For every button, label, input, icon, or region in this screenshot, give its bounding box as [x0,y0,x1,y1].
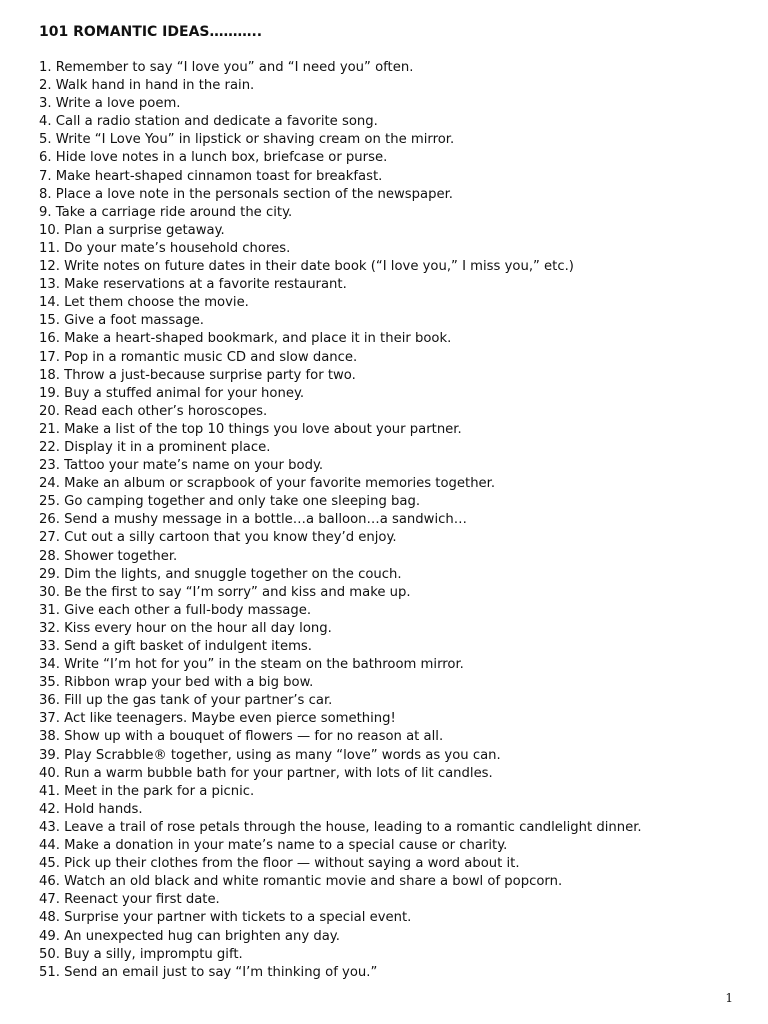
list-item: 7. Make heart-shaped cinnamon toast for breakfast. [39,168,383,184]
list-item: 25. Go camping together and only take one sleeping bag. [39,494,421,510]
list-item: 22. Display it in a prominent place. [39,439,271,455]
list-item: 35. Ribbon wrap your bed with a big bow. [39,675,314,691]
list-item: 34. Write “I’m hot for you” in the steam on the bathroom mirror. [39,657,464,673]
list-item: 6. Hide love notes in a lunch box, briefcase or purse. [39,150,388,166]
page-title: 101 ROMANTIC IDEAS……….. [39,24,263,40]
list-item: 15. Give a foot massage. [39,313,204,329]
list-item: 11. Do your mate’s household chores. [39,240,291,256]
list-item: 46. Watch an old black and white romantic movie and share a bowl of popcorn. [39,874,563,890]
list-item: 13. Make reservations at a favorite restaurant. [39,277,347,293]
list-item: 36. Fill up the gas tank of your partner’s car. [39,693,333,709]
list-item: 29. Dim the lights, and snuggle together on the couch. [39,566,402,582]
list-item: 17. Pop in a romantic music CD and slow dance. [39,349,358,365]
list-item: 49. An unexpected hug can brighten any day. [39,928,340,944]
list-item: 14. Let them choose the movie. [39,295,249,311]
list-item: 28. Shower together. [39,548,178,564]
list-item: 26. Send a mushy message in a bottle…a balloon…a sandwich… [39,512,467,528]
list-item: 40. Run a warm bubble bath for your partner, with lots of lit candles. [39,765,493,781]
list-item: 50. Buy a silly, impromptu gift. [39,946,243,962]
list-item: 21. Make a list of the top 10 things you love about your partner. [39,421,462,437]
list-item: 9. Take a carriage ride around the city. [39,204,293,220]
list-item: 20. Read each other’s horoscopes. [39,403,268,419]
list-item: 47. Reenact your first date. [39,892,220,908]
list-item: 10. Plan a surprise getaway. [39,222,225,238]
list-item: 3. Write a love poem. [39,96,181,112]
list-item: 37. Act like teenagers. Maybe even pierce something! [39,711,396,727]
ideas-list [39,59,642,982]
list-item: 45. Pick up their clothes from the floor — without saying a word about it. [39,856,520,872]
list-item: 32. Kiss every hour on the hour all day long. [39,620,332,636]
list-item: 38. Show up with a bouquet of flowers — for no reason at all. [39,729,444,745]
page-number: 1 [725,991,733,1005]
list-item: 2. Walk hand in hand in the rain. [39,78,255,94]
list-item: 33. Send a gift basket of indulgent items. [39,639,312,654]
list-item: 39. Play Scrabble® together, using as many “love” words as you can. [39,747,501,763]
list-item: 43. Leave a trail of rose petals through the house, leading to a romantic candlelight dinner. [39,819,642,835]
list-item: 42. Hold hands. [39,801,143,817]
list-item: 8. Place a love note in the personals section of the newspaper. [39,186,453,202]
list-item: 4. Call a radio station and dedicate a favorite song. [39,114,378,130]
list-item: 18. Throw a just-because surprise party for two. [39,367,356,383]
list-item: 19. Buy a stuffed animal for your honey. [39,385,305,401]
list-item: 44. Make a donation in your mate’s name to a special cause or charity. [39,838,508,854]
list-item: 5. Write “I Love You” in lipstick or shaving cream on the mirror. [39,132,455,148]
list-item: 30. Be the first to say “I’m sorry” and kiss and make up. [39,584,411,600]
list-item: 41. Meet in the park for a picnic. [39,783,255,799]
list-item: 23. Tattoo your mate’s name on your body. [39,458,324,474]
list-item: 31. Give each other a full-body massage. [39,602,312,618]
list-item: 48. Surprise your partner with tickets to a special event. [39,910,412,926]
list-item: 27. Cut out a silly cartoon that you know they’d enjoy. [39,530,397,546]
list-item: 1. Remember to say “I love you” and “I need you” often. [39,60,414,75]
list-item: 16. Make a heart-shaped bookmark, and place it in their book. [39,331,452,347]
list-item: 12. Write notes on future dates in their date book (“I love you,” I miss you,” etc.) [39,259,574,275]
list-item: 51. Send an email just to say “I’m thinking of you.” [39,964,378,980]
list-item: 24. Make an album or scrapbook of your favorite memories together. [39,476,496,492]
